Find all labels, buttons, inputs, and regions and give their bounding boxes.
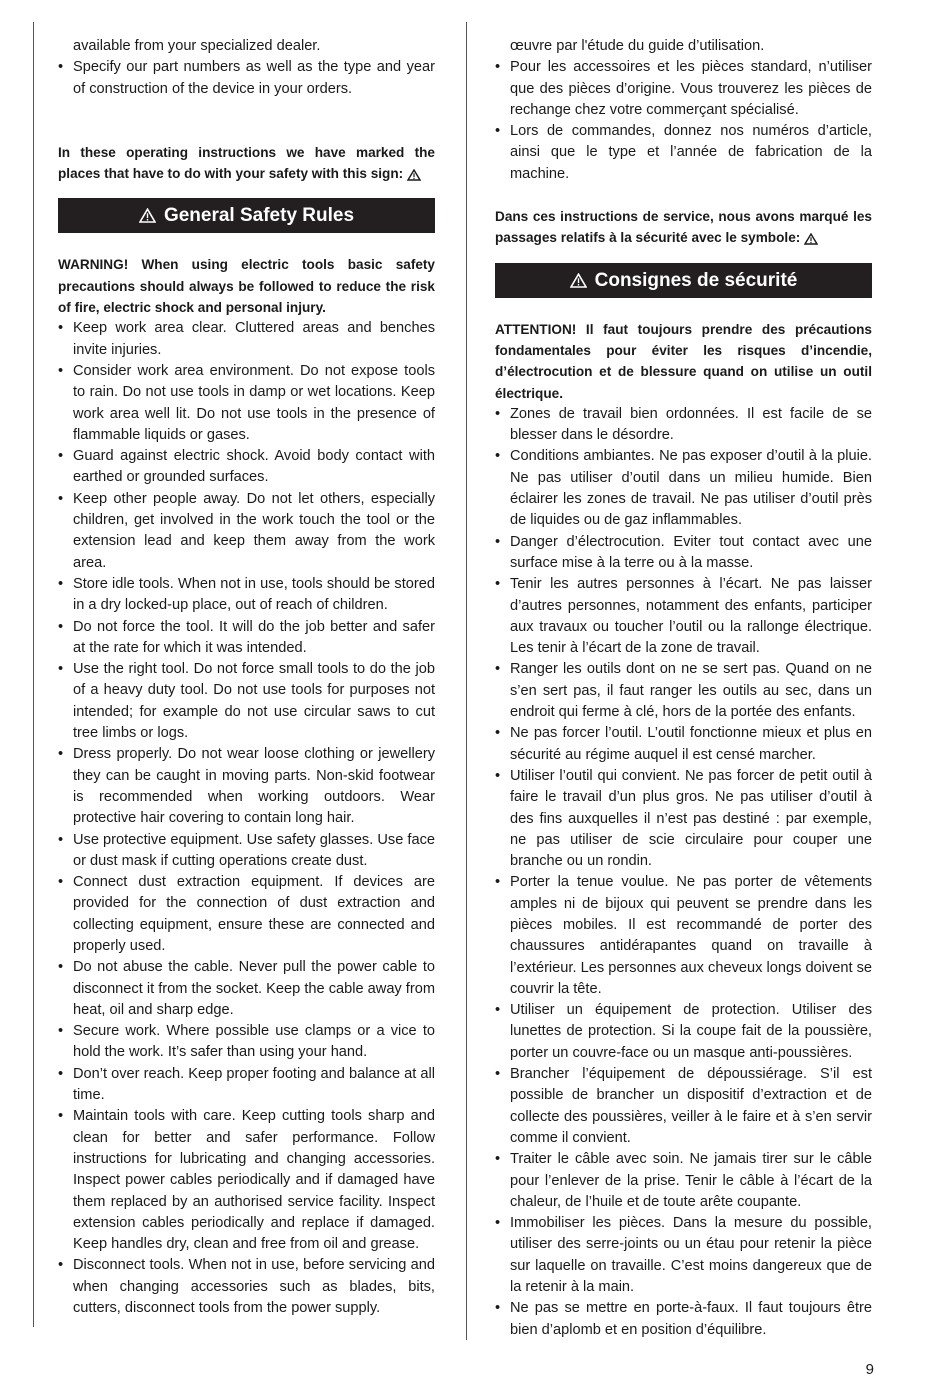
list-item: • Ne pas forcer l’outil. L’outil fonctionne mieux et plus en sécurité au régime auquel il est censé marcher. — [495, 723, 872, 766]
list-item: • Zones de travail bien ordonnées. Il est facile de se blesser dans le désordre. — [495, 404, 872, 447]
continued-text: œuvre par l'étude du guide d’utilisation. — [510, 38, 765, 54]
section-heading-text: Consignes de sécurité — [594, 269, 798, 291]
list-item: • Do not force the tool. It will do the job better and safer at the rate for which it was intended. — [58, 617, 435, 660]
section-heading — [58, 198, 435, 233]
warning-paragraph: ATTENTION! Il faut toujours prendre des précautions fondamentales pour éviter les risques d’incendie, d’électrocution et de blessure quand on utilise un outil électrique. — [495, 321, 872, 401]
safety-note-text: In these operating instructions we have marked the places that have to do with your safety with this sign: — [58, 144, 435, 182]
list-item: • Use protective equipment. Use safety glasses. Use face or dust mask if cutting operations create dust. — [58, 830, 435, 873]
top-list — [58, 57, 435, 100]
page-number: 9 — [865, 1361, 874, 1378]
safety-rules-list — [495, 404, 872, 1341]
list-item: • Lors de commandes, donnez nos numéros d’article, ainsi que le type et l’année de fabrication de la machine. — [495, 121, 872, 185]
list-item: • Disconnect tools. When not in use, before servicing and when changing accessories such as blades, bits, cutters, disconnect tools from the power supply. — [58, 1255, 435, 1319]
list-item: • Porter la tenue voulue. Ne pas porter de vêtements amples ni de bijoux qui peuvent se prendre dans les pièces mobiles. Il est recommandé de porter des chaussures antidérapantes quand on travaille à l’extérieur. Les personnes aux cheveux longs doivent se couvrir la tête. — [495, 872, 872, 1000]
list-item: • Consider work area environment. Do not expose tools to rain. Do not use tools in damp or wet locations. Keep work area well lit. Do not use tools in the presence of flammable liquids or gases. — [58, 361, 435, 446]
list-item: • Pour les accessoires et les pièces standard, n’utiliser que des pièces d’origine. Vous trouverez les pièces de rechange chez votre commerçant spécialisé. — [495, 57, 872, 121]
list-item: • Danger d’électrocution. Eviter tout contact avec une surface mise à la terre ou à la masse. — [495, 532, 872, 575]
list-item: • Connect dust extraction equipment. If devices are provided for the connection of dust extraction and collecting equipment, ensure these are connected and properly used. — [58, 872, 435, 957]
safety-note — [58, 142, 435, 185]
left-margin-rule — [33, 22, 34, 1327]
list-item: • Tenir les autres personnes à l’écart. Ne pas laisser d’autres personnes, notamment des enfants, participer aux travaux ou toucher l’outil ou la rallonge électrique. Les tenir à l’écart de la zone de travail. — [495, 574, 872, 659]
list-item: • Keep work area clear. Cluttered areas and benches invite injuries. — [58, 318, 435, 361]
list-item: • Utiliser un équipement de protection. Utiliser des lunettes de protection. Si la coupe fait de la poussière, porter un couvre-face ou un masque anti-poussières. — [495, 1000, 872, 1064]
safety-note — [495, 206, 872, 249]
warning-paragraph: WARNING! When using electric tools basic safety precautions should always be followed to reduce the risk of fire, electric shock and personal injury. — [58, 257, 435, 316]
warning-triangle-icon — [570, 273, 587, 288]
list-item: • Ne pas se mettre en porte-à-faux. Il faut toujours être bien d’aplomb et en position d’équilibre. — [495, 1298, 872, 1341]
list-item: • Conditions ambiantes. Ne pas exposer d’outil à la pluie. Ne pas utiliser d’outil dans un milieu humide. Bien éclairer les zones de travail. Ne pas utiliser d’outil près de liquides ou de gaz inflammables. — [495, 446, 872, 531]
warning-triangle-icon — [804, 233, 818, 245]
list-item: • Secure work. Where possible use clamps or a vice to hold the work. It’s safer than using your hand. — [58, 1021, 435, 1064]
list-item: • Store idle tools. When not in use, tools should be stored in a dry locked-up place, out of reach of children. — [58, 574, 435, 617]
warning-triangle-icon — [407, 169, 421, 181]
list-item: • Brancher l’équipement de dépoussiérage. S’il est possible de brancher un dispositif d’extraction et de collecte des poussières, veiller à le faire et à s’en servir comme il convient. — [495, 1064, 872, 1149]
safety-rules-list — [58, 318, 435, 1319]
column-divider — [466, 22, 467, 1340]
list-item: • Immobiliser les pièces. Dans la mesure du possible, utiliser des serre-joints ou un étau pour retenir la pièce sur laquelle on travaille. C’est moins dangereux que de la retenir à la main. — [495, 1213, 872, 1298]
list-item: • Guard against electric shock. Avoid body contact with earthed or grounded surfaces. — [58, 446, 435, 489]
list-item: • Traiter le câble avec soin. Ne jamais tirer sur le câble pour l’enlever de la prise. Tenir le câble à l’écart de la chaleur, de l’huile et de toute arête coupante. — [495, 1149, 872, 1213]
list-item: • Do not abuse the cable. Never pull the power cable to disconnect it from the socket. Keep the cable away from heat, oil and sharp edge. — [58, 957, 435, 1021]
list-item: • Utiliser l’outil qui convient. Ne pas forcer de petit outil à faire le travail d’un plus gros. Ne pas utiliser d’outil à des fins auxquelles il n’est pas destiné : par exemple, ne pas utiliser de scie circulaire pour couper une branche ou un rondin. — [495, 766, 872, 872]
list-item: • Dress properly. Do not wear loose clothing or jewellery they can be caught in moving parts. Non-skid footwear is recommended when working outdoors. Wear protective hair covering to contain long hair. — [58, 744, 435, 829]
list-item: • Keep other people away. Do not let others, especially children, get involved in the work touch the tool or the extension lead and keep them away from the work area. — [58, 489, 435, 574]
list-item: • Don’t over reach. Keep proper footing and balance at all time. — [58, 1064, 435, 1107]
section-heading-text: General Safety Rules — [163, 205, 355, 227]
top-list — [495, 57, 872, 185]
french-column — [495, 36, 872, 1341]
list-item: • Use the right tool. Do not force small tools to do the job of a heavy duty tool. Do not use tools for purposes not intended; for example do not use circular saws to cut tree limbs or logs. — [58, 659, 435, 744]
continued-text: available from your specialized dealer. — [73, 38, 321, 54]
list-item: • Maintain tools with care. Keep cutting tools sharp and clean for better and safer performance. Follow instructions for lubricating and changing accessories. Inspect power cables periodically and if damaged have them replaced by an authorised service facility. Inspect extension cables periodically and replace if damaged. Keep handles dry, clean and free from oil and grease. — [58, 1106, 435, 1255]
section-heading — [495, 263, 872, 298]
safety-note-text: Dans ces instructions de service, nous avons marqué les passages relatifs à la sécurité avec le symbole: — [495, 209, 872, 246]
list-item: • Specify our part numbers as well as the type and year of construction of the device in your orders. — [58, 57, 435, 100]
list-item: • Ranger les outils dont on ne se sert pas. Quand on ne s’en sert pas, il faut ranger les outils au sec, dans un endroit qui ferme à clé, hors de la portée des enfants. — [495, 659, 872, 723]
english-column — [58, 36, 435, 1319]
warning-triangle-icon — [139, 208, 156, 223]
